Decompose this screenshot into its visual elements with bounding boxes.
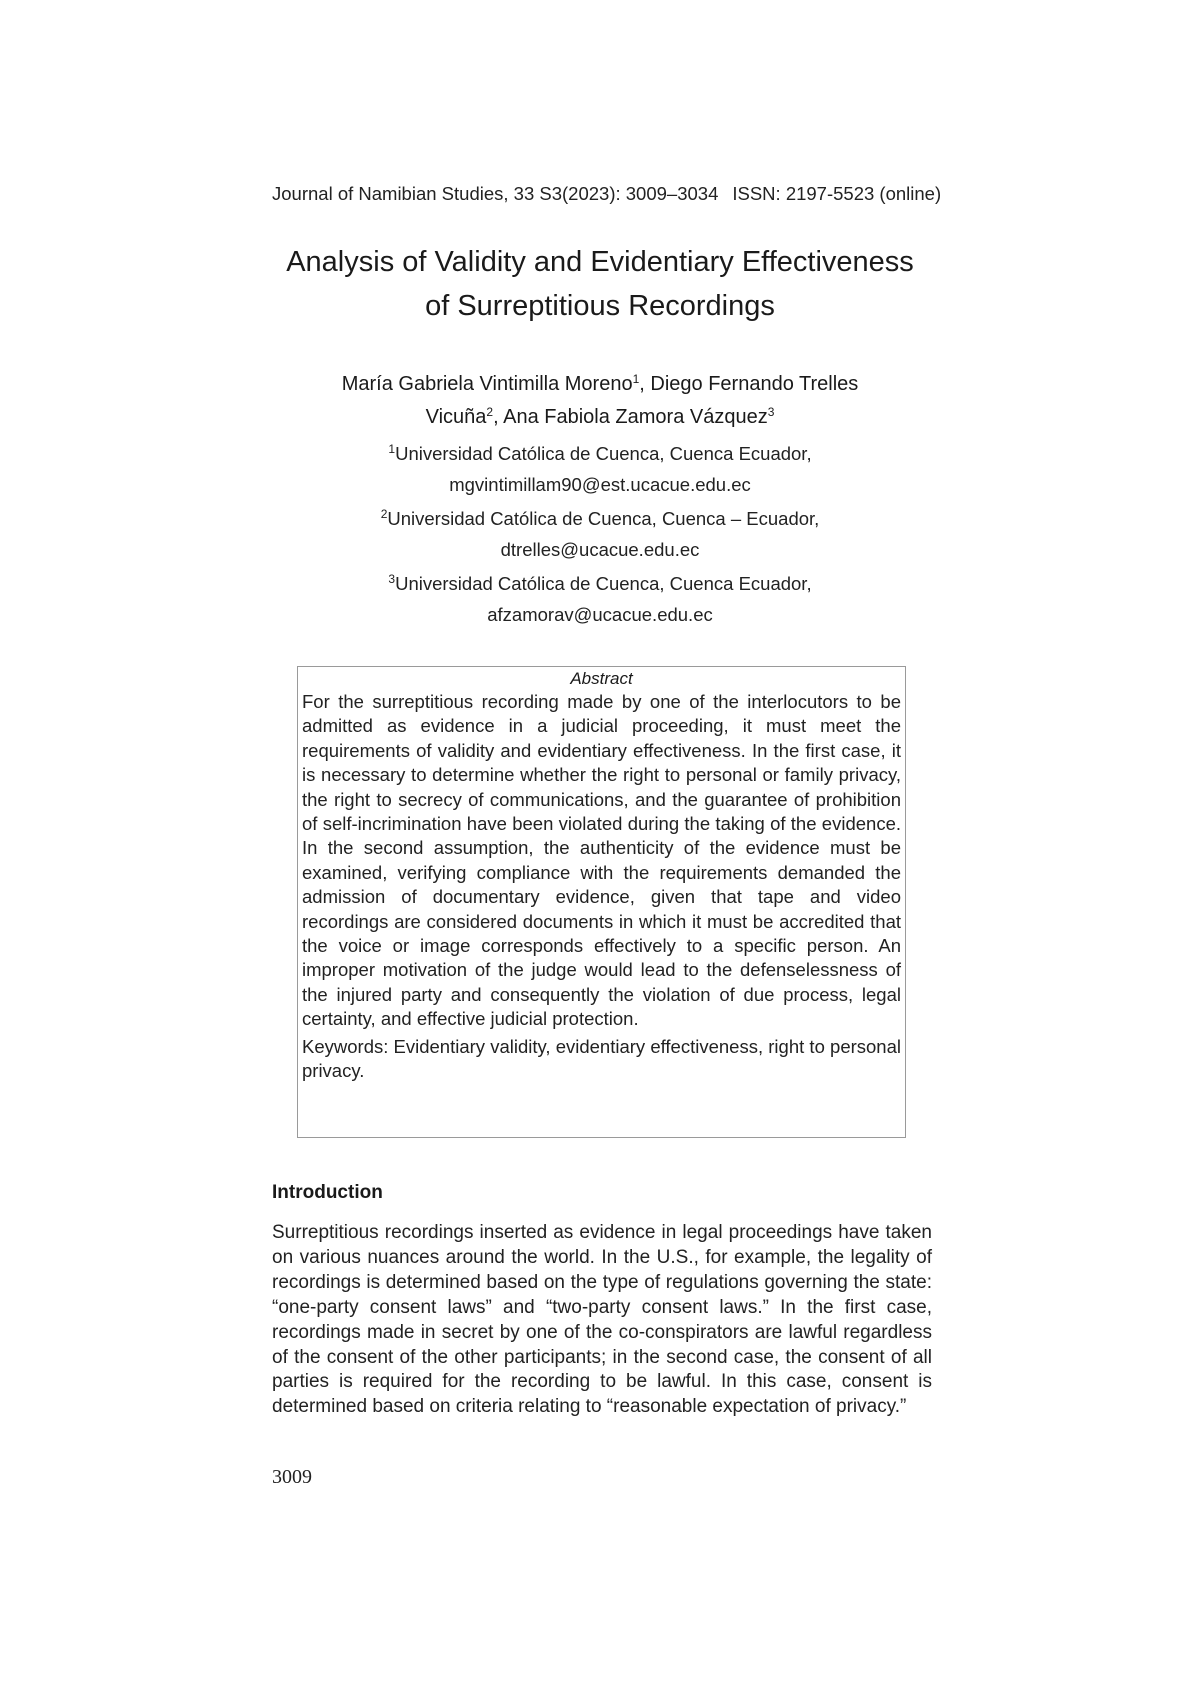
author-separator: , [639,373,645,395]
author-3-name: Ana Fabiola Zamora Vázquez [503,406,768,428]
author-list [290,368,910,434]
affiliation-1-email: mgvintimillam90@est.ucacue.edu.ec [449,474,751,495]
abstract-text: For the surreptitious recording made by one of the interlocutors to be admitted as evidence in a judicial proceeding, it must meet the requirements of validity and evidentiary effectiveness. In the first case, it is necessary to determine whether the right to personal or family privacy, the right to secrecy of communications, and the guarantee of prohibition of self-incrimination have been violated during the taking of the evidence. In the second assumption, the authenticity of the evidence must be examined, verifying compliance with the requirements demanded the admission of documentary evidence, given that tape and video recordings are considered documents in which it must be accredited that the voice or image corresponds effectively to a specific person. An improper motivation of the judge would lead to the defenselessness of the injured party and consequently the violation of due process, legal certainty, and effective judicial protection. [302,691,901,1030]
author-2-marker: 2 [486,405,494,419]
affiliation-2-institution: Universidad Católica de Cuenca, Cuenca – Ecuador, [387,508,820,529]
keywords: Keywords: Evidentiary validity, evidentiary effectiveness, right to personal privacy. [302,1035,901,1082]
introduction-paragraph: Surreptitious recordings inserted as evidence in legal proceedings have taken on various nuances around the world. In the U.S., for example, the legality of recordings is determined based on the type of regulations governing the state: “one-party consent laws” and “two-party consent laws.” In the first case, recordings made in secret by one of the co-conspirators are lawful regardless of the consent of the other participants; in the second case, the consent of all parties is required for the recording to be lawful. In this case, consent is determined based on criteria relating to “reasonable expectation of privacy.” [272,1222,932,1418]
author-2-name-part2: Vicuña [425,406,487,428]
author-3-marker: 3 [767,405,775,419]
abstract-box [297,666,906,1138]
affiliation-1 [300,438,900,500]
affiliation-1-marker: 1 [388,442,396,456]
title-line-2: of Surreptitious Recordings [425,290,775,322]
author-1-marker: 1 [632,372,640,386]
author-1-name: María Gabriela Vintimilla Moreno [341,373,633,395]
journal-citation: Journal of Namibian Studies, 33 S3(2023): 3009–3034 [272,183,719,204]
author-line-2 [290,401,910,434]
affiliation-1-institution: Universidad Católica de Cuenca, Cuenca Ecuador, [395,443,812,464]
page-number: 3009 [272,1466,312,1488]
author-line-1 [290,368,910,401]
journal-issn: ISSN: 2197-5523 (online) [732,183,942,204]
affiliation-3-marker: 3 [388,572,396,586]
affiliation-list [300,438,900,633]
author-2-name-part1: Diego Fernando Trelles [650,373,859,395]
affiliation-2 [300,503,900,565]
paper-title [200,240,1000,328]
author-separator: , [493,406,499,428]
affiliation-3 [300,568,900,630]
running-header [272,183,942,205]
title-line-1: Analysis of Validity and Evidentiary Effectiveness [286,246,914,278]
affiliation-3-email: afzamorav@ucacue.edu.ec [487,604,713,625]
affiliation-3-institution: Universidad Católica de Cuenca, Cuenca Ecuador, [395,573,812,594]
introduction-heading: Introduction [272,1182,383,1203]
affiliation-2-email: dtrelles@ucacue.edu.ec [500,539,700,560]
abstract-heading: Abstract [570,669,633,688]
affiliation-2-marker: 2 [380,507,388,521]
